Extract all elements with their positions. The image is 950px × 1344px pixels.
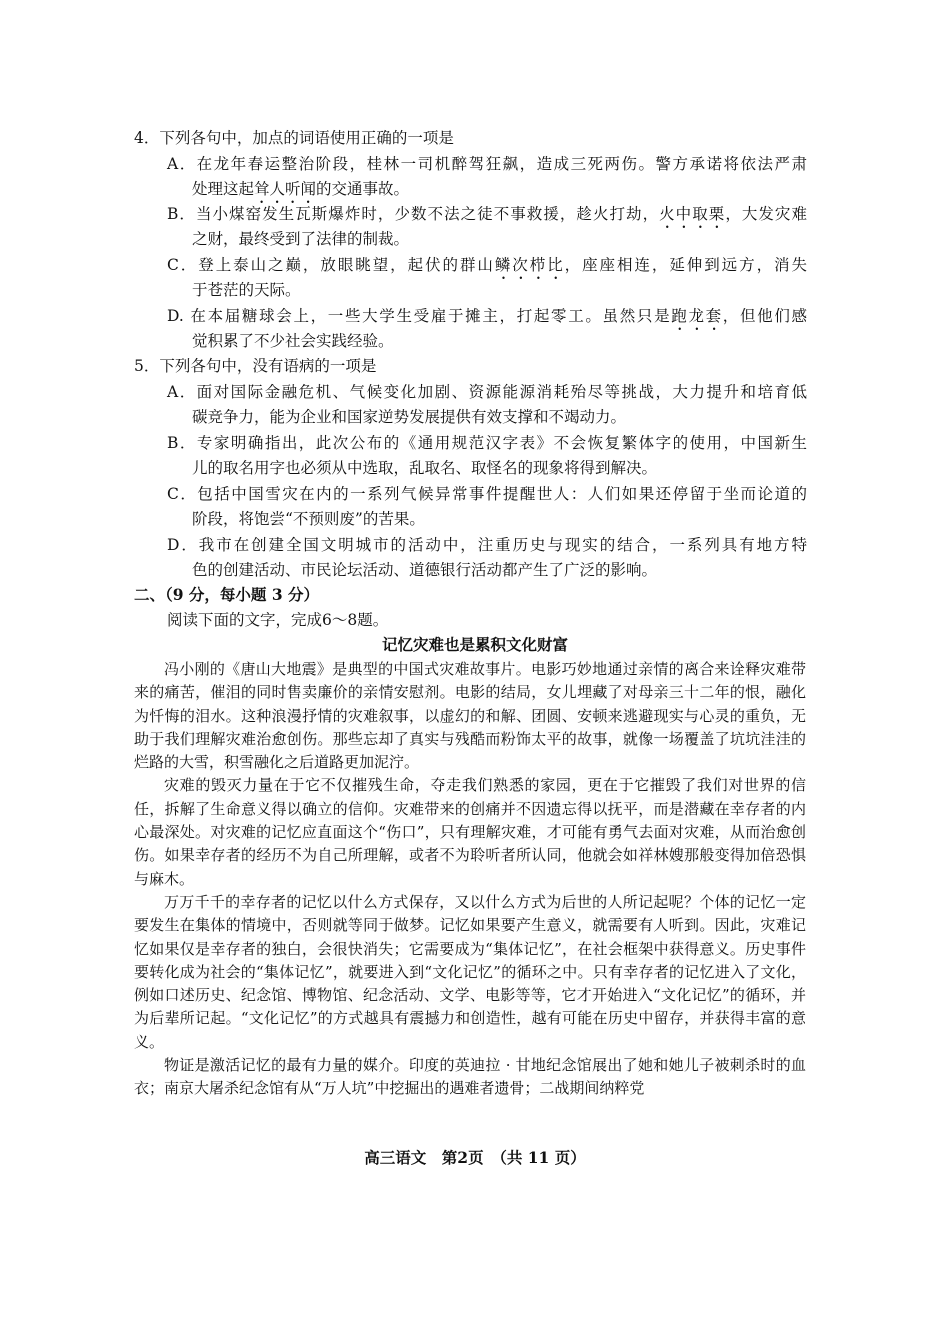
emphasized-phrase: 鳞次栉比 [494, 256, 565, 274]
q4-option-a: A．在龙年春运整治阶段，桂林一司机醉驾狂飙，造成三死两伤。警方承诺将依法严肃 [167, 155, 807, 173]
q4-option-c: C．登上泰山之巅，放眼眺望，起伏的群山鳞次栉比，座座相连，延伸到远方，消失 [167, 256, 807, 274]
q5-option-c: C．包括中国雪灾在内的一系列气候异常事件提醒世人：人们如果还停留于坐而论道的 [167, 485, 807, 503]
emphasized-phrase: 耸人听闻 [254, 180, 317, 198]
section-heading: 二、（9 分，每小题 3 分） [134, 585, 320, 604]
article-paragraph: 冯小刚的《唐山大地震》是典型的中国式灾难故事片。电影巧妙地通过亲情的离合来诠释灾难带来的痛苦，催泪的同时售卖廉价的亲情安慰剂。电影的结局，女儿埋藏了对母亲三十二年的恨，融化为忏悔的泪水。这种浪漫抒情的灾难叙事，以虚幻的和解、团圆、安顿来逃避现实与心灵的重负，无助于我们理解灾难治愈创伤。那些忘却了真实与残酷而粉饰太平的故事，就像一场覆盖了坑坑洼洼的烂路的大雪，积雪融化之后道路更加泥泞。 [134, 660, 806, 772]
q5-option-c-cont: 阶段，将饱尝“不预则废”的苦果。 [192, 510, 425, 528]
emphasized-phrase: 火中取栗 [659, 205, 726, 223]
q4-option-b-cont: 之财，最终受到了法律的制裁。 [192, 230, 410, 248]
page-footer: 高三语文 第2页 （共 11 页） [364, 1148, 586, 1167]
article-title: 记忆灾难也是累积文化财富 [381, 635, 568, 654]
q5-option-a-cont: 碳竞争力，能为企业和国家逆势发展提供有效支撑和不竭动力。 [192, 408, 627, 426]
q5-option-d-cont: 色的创建活动、市民论坛活动、道德银行活动都产生了广泛的影响。 [192, 561, 658, 579]
article-paragraph: 灾难的毁灭力量在于它不仅摧残生命，夺走我们熟悉的家园，更在于它摧毁了我们对世界的信任，拆解了生命意义得以确立的信仰。灾难带来的创痛并不因遗忘得以抚平，而是潜藏在幸存者的内心最深处。对灾难的记忆应直面这个“伤口”，只有理解灾难，才可能有勇气去面对灾难，从而治愈创伤。如果幸存者的经历不为自己所理解，或者不为聆听者所认同，他就会如祥林嫂那般变得加倍恐惧与麻木。 [134, 776, 806, 888]
q4-option-d-cont: 觉积累了不少社会实践经验。 [192, 332, 394, 350]
q5-stem: 5．下列各句中，没有语病的一项是 [134, 357, 377, 375]
reading-instruction: 阅读下面的文字，完成6～8题。 [167, 611, 389, 629]
article-paragraph: 万万千千的幸存者的记忆以什么方式保存，又以什么方式为后世的人所记起呢？个体的记忆一定要发生在集体的情境中，否则就等同于做梦。记忆如果要产生意义，就需要有人听到。因此，灾难记忆如果仅是幸存者的独白，会很快消失；它需要成为“集体记忆”，在社会框架中获得意义。历史事件要转化成为社会的“集体记忆”，就要进入到“文化记忆”的循环之中。只有幸存者的记忆进入了文化，例如口述历史、纪念馆、博物馆、纪念活动、文学、电影等等，它才开始进入“文化记忆”的循环，并为后辈所记起。“文化记忆”的方式越具有震撼力和创造性，越有可能在历史中留存，并获得丰富的意义。 [134, 892, 806, 1051]
q4-option-b: B．当小煤窑发生瓦斯爆炸时，少数不法之徒不事救援，趁火打劫，火中取栗，大发灾难 [167, 205, 807, 223]
article-body [134, 658, 806, 1101]
emphasized-phrase: 跑龙套 [671, 307, 723, 325]
q4-option-a-cont: 处理这起耸人听闻的交通事故。 [192, 180, 410, 198]
q4-option-d: D. 在本届糖球会上，一些大学生受雇于摊主，打起零工。虽然只是跑龙套，但他们感 [167, 307, 807, 325]
q4-option-c-cont: 于苍茫的天际。 [192, 281, 301, 299]
q5-option-a: A．面对国际金融危机、气候变化加剧、资源能源消耗殆尽等挑战，大力提升和培育低 [167, 383, 807, 401]
article-paragraph: 物证是激活记忆的最有力量的媒介。印度的英迪拉 · 甘地纪念馆展出了她和她儿子被刺杀时的血衣；南京大屠杀纪念馆有从“万人坑”中挖掘出的遇难者遗骨；二战期间纳粹党 [134, 1056, 806, 1098]
q4-stem: 4．下列各句中，加点的词语使用正确的一项是 [134, 129, 454, 147]
q5-option-b-cont: 儿的取名用字也必须从中选取，乱取名、取怪名的现象将得到解决。 [192, 459, 658, 477]
q5-option-b: B．专家明确指出，此次公布的《通用规范汉字表》不会恢复繁体字的使用，中国新生 [167, 434, 807, 452]
q5-option-d: D．我市在创建全国文明城市的活动中，注重历史与现实的结合，一系列具有地方特 [167, 536, 807, 554]
